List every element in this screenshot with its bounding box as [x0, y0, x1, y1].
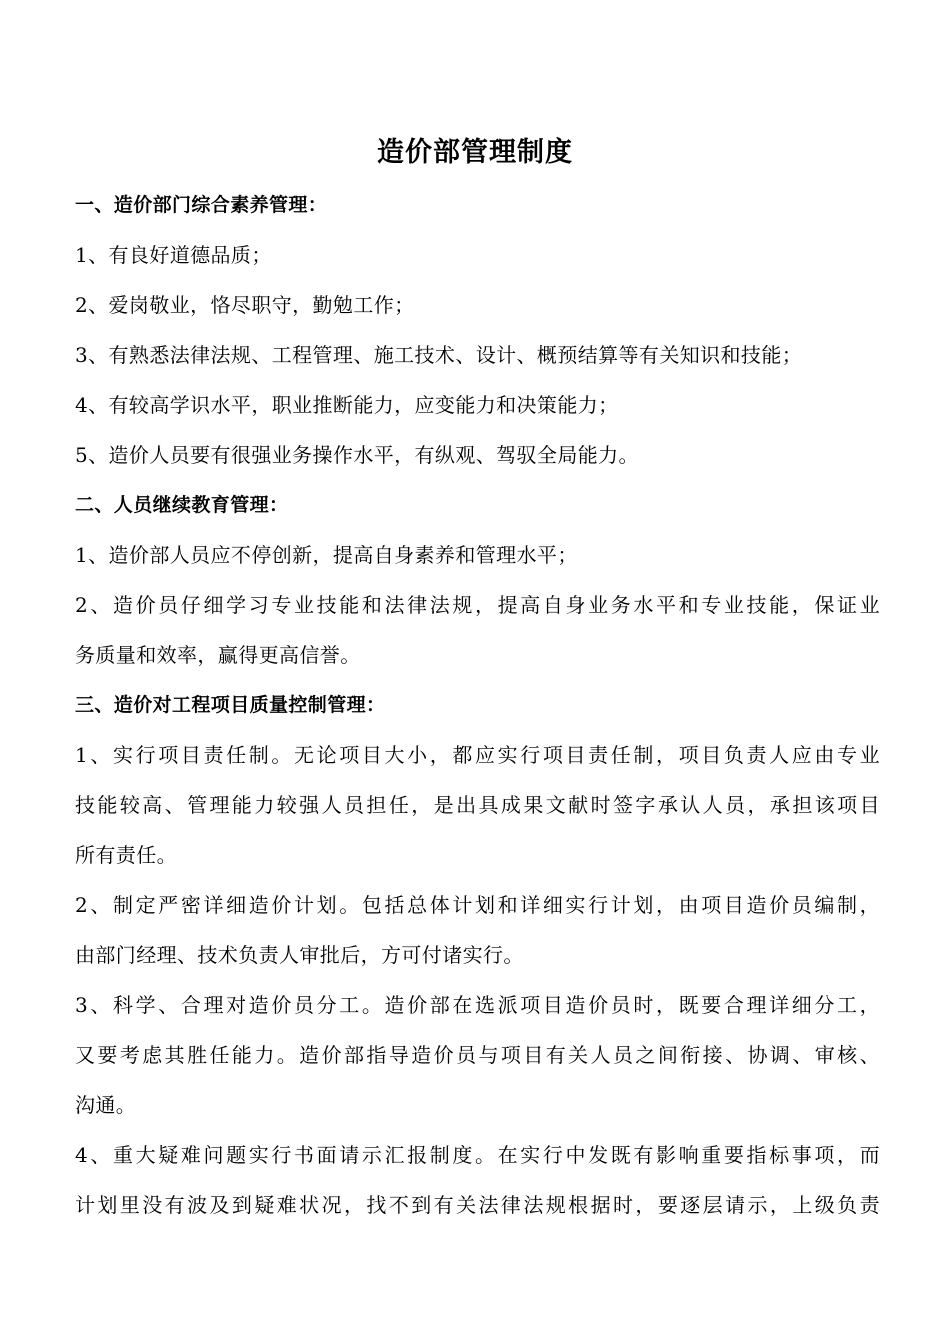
paragraph-line: 2、制定严密详细造价计划。包括总体计划和详细实行计划，由项目造价员编制， — [75, 893, 880, 917]
paragraph-line: 3、有熟悉法律法规、工程管理、施工技术、设计、概预结算等有关知识和技能； — [75, 343, 803, 367]
paragraph-line: 3、科学、合理对造价员分工。造价部在选派项目造价员时，既要合理详细分工， — [75, 993, 880, 1017]
document-title: 造价部管理制度 — [377, 137, 573, 168]
paragraph-line: 计划里没有波及到疑难状况，找不到有关法律法规根据时，要逐层请示，上级负责 — [75, 1193, 880, 1217]
paragraph-line: 1、造价部人员应不停创新，提高自身素养和管理水平； — [75, 543, 578, 567]
paragraph-line: 4、重大疑难问题实行书面请示汇报制度。在实行中发既有影响重要指标事项，而 — [75, 1143, 880, 1167]
paragraph-line: 4、有较高学识水平，职业推断能力，应变能力和决策能力； — [75, 393, 619, 417]
paragraph-line: 所有责任。 — [75, 843, 177, 867]
section-heading-1: 一、造价部门综合素养管理： — [75, 194, 328, 216]
paragraph-line: 2、造价员仔细学习专业技能和法律法规，提高自身业务水平和专业技能，保证业 — [75, 593, 880, 617]
paragraph-line: 1、有良好道德品质； — [75, 243, 272, 267]
paragraph-line: 技能较高、管理能力较强人员担任，是出具成果文献时签字承认人员，承担该项目 — [75, 793, 880, 817]
document-body — [75, 180, 880, 1230]
paragraph-line: 1、实行项目责任制。无论项目大小，都应实行项目责任制，项目负责人应由专业 — [75, 743, 880, 767]
paragraph-line: 务质量和效率，赢得更高信誉。 — [75, 643, 361, 667]
section-heading-3: 三、造价对工程项目质量控制管理： — [75, 694, 386, 716]
paragraph-line: 沟通。 — [75, 1093, 137, 1117]
paragraph-line: 5、造价人员要有很强业务操作水平，有纵观、驾驭全局能力。 — [75, 443, 639, 467]
paragraph-line: 2、爱岗敬业，恪尽职守，勤勉工作； — [75, 293, 415, 317]
paragraph-line: 由部门经理、技术负责人审批后，方可付诸实行。 — [75, 943, 524, 967]
paragraph-line: 又要考虑其胜任能力。造价部指导造价员与项目有关人员之间衔接、协调、审核、 — [75, 1043, 880, 1067]
section-heading-2: 二、人员继续教育管理： — [75, 494, 289, 516]
